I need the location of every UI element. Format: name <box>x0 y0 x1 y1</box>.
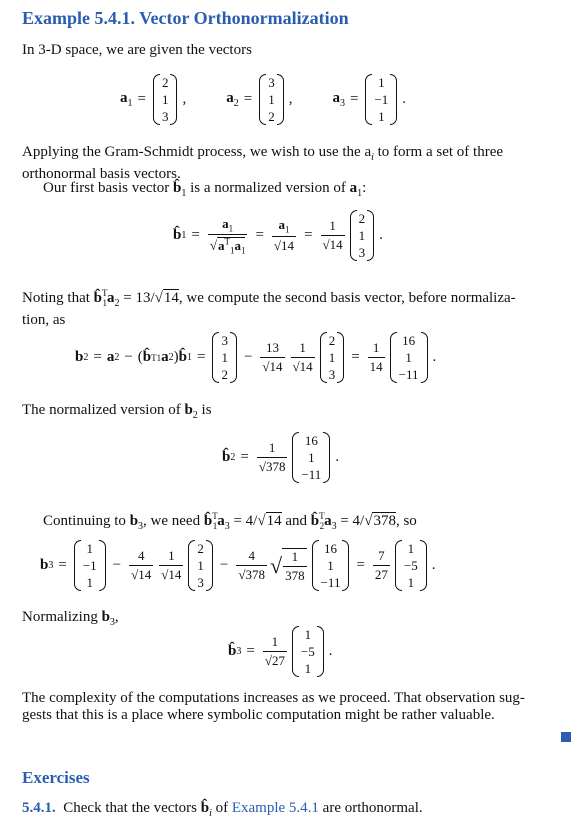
example-title: Example 5.4.1. Vector Orthonormalization <box>22 8 349 28</box>
a2-vector <box>259 74 284 125</box>
vector-entry: 1 <box>327 558 334 573</box>
denominator: 14 <box>369 359 383 374</box>
text-fragment: , so <box>395 513 417 529</box>
vector-entry: 1 <box>358 228 366 243</box>
b1-vector <box>350 210 375 261</box>
fraction <box>291 340 315 375</box>
text-fragment: : <box>362 180 367 196</box>
vector-entry: 3 <box>358 245 366 260</box>
vector-entry: −11 <box>301 467 322 482</box>
fraction <box>282 548 307 584</box>
a3-vector <box>74 540 106 591</box>
vector-entry: 1 <box>304 661 312 676</box>
b1-vector <box>320 332 345 383</box>
b3-hat-vector <box>292 626 324 677</box>
given-vectors: $a_1$ = 2 1 3 , $a_2$ = 3 1 2 , $a_3$ = 1 −1 1 . <box>120 75 406 124</box>
numerator: 1 <box>268 440 276 455</box>
normalized-b2-paragraph: The normalized version of $b_2$ is <box>22 402 212 421</box>
vector-entry: −1 <box>82 558 97 573</box>
denominator: √378 <box>258 459 286 474</box>
fraction: $\frac{a_1}{√14}$ <box>273 217 295 253</box>
text-fragment: , we need <box>143 513 204 529</box>
intro-text: In 3-D space, we are given the vectors <box>22 42 252 58</box>
denominator: √14 <box>262 359 283 374</box>
a3-vector <box>365 74 397 125</box>
denominator: 378 <box>285 567 305 583</box>
numerator: 4 <box>137 548 145 563</box>
a2-label: $a_2$ <box>226 90 239 109</box>
text-fragment: The normalized version of <box>22 402 185 418</box>
gram-schmidt-paragraph: Applying the Gram-Schmidt process, we wish to use the $a_i$ to form a set of three orthonormal basis vectors. <box>22 144 504 182</box>
vector-entry: 3 <box>197 575 204 590</box>
fraction <box>321 218 345 253</box>
vector-entry: 2 <box>268 109 275 124</box>
numerator: 1 <box>299 340 306 355</box>
text-fragment: = 13/ <box>119 290 155 306</box>
text-fragment: Our first basis vector <box>43 180 173 196</box>
exercise-item: 5.4.1. Check that the vectors $b̂_i$ of Example 5.4.1 are orthonormal. <box>22 800 423 819</box>
denominator: √14 <box>131 567 152 582</box>
text-fragment: is a normalized version of <box>186 180 350 196</box>
vector-entry: 16 <box>324 541 338 556</box>
fraction <box>263 634 287 669</box>
text-fragment: of <box>211 800 232 816</box>
numerator: 1 <box>372 340 380 355</box>
b3-hat-equation: b̂ 3 = $\frac{1}{√27}$ 1 −5 1 . <box>228 627 333 676</box>
vector-entry: 3 <box>221 333 228 348</box>
vector-entry: 1 <box>161 92 169 107</box>
a2-vector <box>212 332 237 383</box>
text-fragment: gests that this is a place where symbolic computation might be rather valuable. <box>22 707 495 723</box>
b1-hat-equation: b̂ 1 = $\frac{a_1}{√a^T_1a_1}$ = $\frac{a_1}{√14}$ = $\frac{1}{√14}$ 2 1 3 . <box>173 211 383 260</box>
vector-entry: 1 <box>407 575 415 590</box>
fraction <box>159 548 183 583</box>
fraction <box>260 340 284 375</box>
text-fragment: Normalizing <box>22 609 102 625</box>
vector-entry: −5 <box>403 558 418 573</box>
example-link[interactable]: Example 5.4.1 <box>231 800 319 816</box>
text-fragment: Noting that <box>22 290 94 306</box>
numerator: 13 <box>265 340 279 355</box>
vector-entry: 16 <box>304 433 318 448</box>
vector-entry: 1 <box>304 627 312 642</box>
denominator: 27 <box>374 567 388 582</box>
fraction <box>129 548 153 583</box>
vector-entry: −1 <box>374 92 389 107</box>
text-fragment: Check that the vectors <box>63 800 201 816</box>
a1-vector <box>153 74 178 125</box>
denominator: √378 <box>238 567 266 582</box>
vector-entry: 2 <box>358 211 366 226</box>
denominator: √14 <box>273 237 295 253</box>
text-fragment: Continuing to <box>43 513 130 529</box>
vector-entry: 1 <box>308 450 315 465</box>
numerator: 1 <box>329 218 336 233</box>
normalizing-b3-paragraph: Normalizing $b_3$, <box>22 609 119 628</box>
vector-entry: 2 <box>221 367 228 382</box>
vector-entry: −5 <box>300 644 315 659</box>
vector-entry: 16 <box>402 333 416 348</box>
vector-entry: 1 <box>378 75 385 90</box>
sqrt-value: 378 <box>373 513 396 529</box>
fraction <box>236 548 267 583</box>
b2-hat-equation: b̂ 2 = $\frac{1}{√378}$ 16 1 −11 . <box>222 433 340 482</box>
denominator: √14 <box>292 359 313 374</box>
exercise-number: 5.4.1. <box>22 800 56 816</box>
denominator: √14 <box>161 567 182 582</box>
b3-result-vector <box>395 540 427 591</box>
vector-entry: 1 <box>86 575 93 590</box>
vector-entry: 1 <box>221 350 228 365</box>
vector-entry: 3 <box>328 367 336 382</box>
text-fragment: tion, as <box>22 312 66 328</box>
sqrt-value: 14 <box>266 513 282 529</box>
sqrt-value: 14 <box>163 290 179 306</box>
text-fragment: = 4/ <box>336 513 365 529</box>
vector-entry: 1 <box>378 109 385 124</box>
a1-label: $a_1$ <box>120 90 133 109</box>
numerator: 1 <box>291 548 299 564</box>
b1-vector <box>188 540 213 591</box>
a3-label: $a_3$ <box>332 90 345 109</box>
b3-equation: b 3 = 1 −1 1 − $\frac{4}{√14}$ $\frac{1}{√14}$ 2 1 3 − $\frac{4}{√378}$ √ $\frac{1}{378}$ 16 1 −11 = $\frac{7}{27}$ 1 −5 1 . <box>40 541 436 590</box>
denominator: √27 <box>264 653 285 668</box>
text-fragment: The complexity of the computations increases as we proceed. That observation sug- <box>22 690 525 706</box>
continuing-paragraph: Continuing to $b_3$, we need $b̂^T_1a_3 = 4/√14$ and $b̂^T_2a_3 = 4/√378$, so <box>43 511 417 532</box>
numerator: 1 <box>168 548 175 563</box>
fraction <box>368 340 385 375</box>
text-fragment: orthonormal basis vectors. <box>22 166 181 182</box>
vector-entry: 1 <box>407 541 415 556</box>
numerator: 7 <box>378 548 385 563</box>
qed-square-icon <box>561 732 571 742</box>
numerator: 4 <box>248 548 255 563</box>
text-fragment: and <box>281 513 311 529</box>
text-fragment: Applying the Gram-Schmidt process, we wish to use the a <box>22 144 372 160</box>
text-fragment: to form a set of three <box>373 144 504 160</box>
b2-result-vector <box>390 332 428 383</box>
vector-entry: 3 <box>268 75 275 90</box>
vector-entry: 1 <box>405 350 412 365</box>
first-basis-paragraph: Our first basis vector $b̂_1$ is a normalized version of $a_1$: <box>43 180 367 199</box>
fraction <box>257 440 288 475</box>
fraction: $\frac{a_1}{√a^T_1a_1}$ <box>209 215 246 256</box>
denominator: √14 <box>322 237 343 252</box>
fraction <box>373 548 390 583</box>
numerator: 1 <box>271 634 279 649</box>
vector-entry: 1 <box>268 92 275 107</box>
vector-entry: 1 <box>86 541 93 556</box>
b2-hat-vector <box>292 432 330 483</box>
b2-vector <box>312 540 350 591</box>
vector-entry: 2 <box>161 75 169 90</box>
vector-entry: 2 <box>328 333 336 348</box>
exercises-heading: Exercises <box>22 768 90 787</box>
text-fragment: are orthonormal. <box>318 800 423 816</box>
vector-entry: 2 <box>197 541 204 556</box>
vector-entry: 3 <box>161 109 169 124</box>
conclusion-paragraph <box>22 690 525 724</box>
vector-entry: −11 <box>398 367 419 382</box>
vector-entry: −11 <box>320 575 341 590</box>
vector-entry: 1 <box>197 558 204 573</box>
b2-equation: b 2 = a 2 − ( b̂ T 1 a 2 ) b̂ 1 = 3 1 2 − $\frac{13}{√14}$ $\frac{1}{√14}$ 2 1 3 = $\frac{1}{14}$ 16 1 −11 . <box>75 333 437 382</box>
text-fragment: = 4/ <box>229 513 258 529</box>
vector-entry: 1 <box>328 350 336 365</box>
text-fragment: , we compute the second basis vector, before normaliza- <box>178 290 516 306</box>
noting-paragraph: Noting that $b̂^T_1a_2 = 13/√14$, we compute the second basis vector, before normaliza- tion, as <box>22 288 516 328</box>
